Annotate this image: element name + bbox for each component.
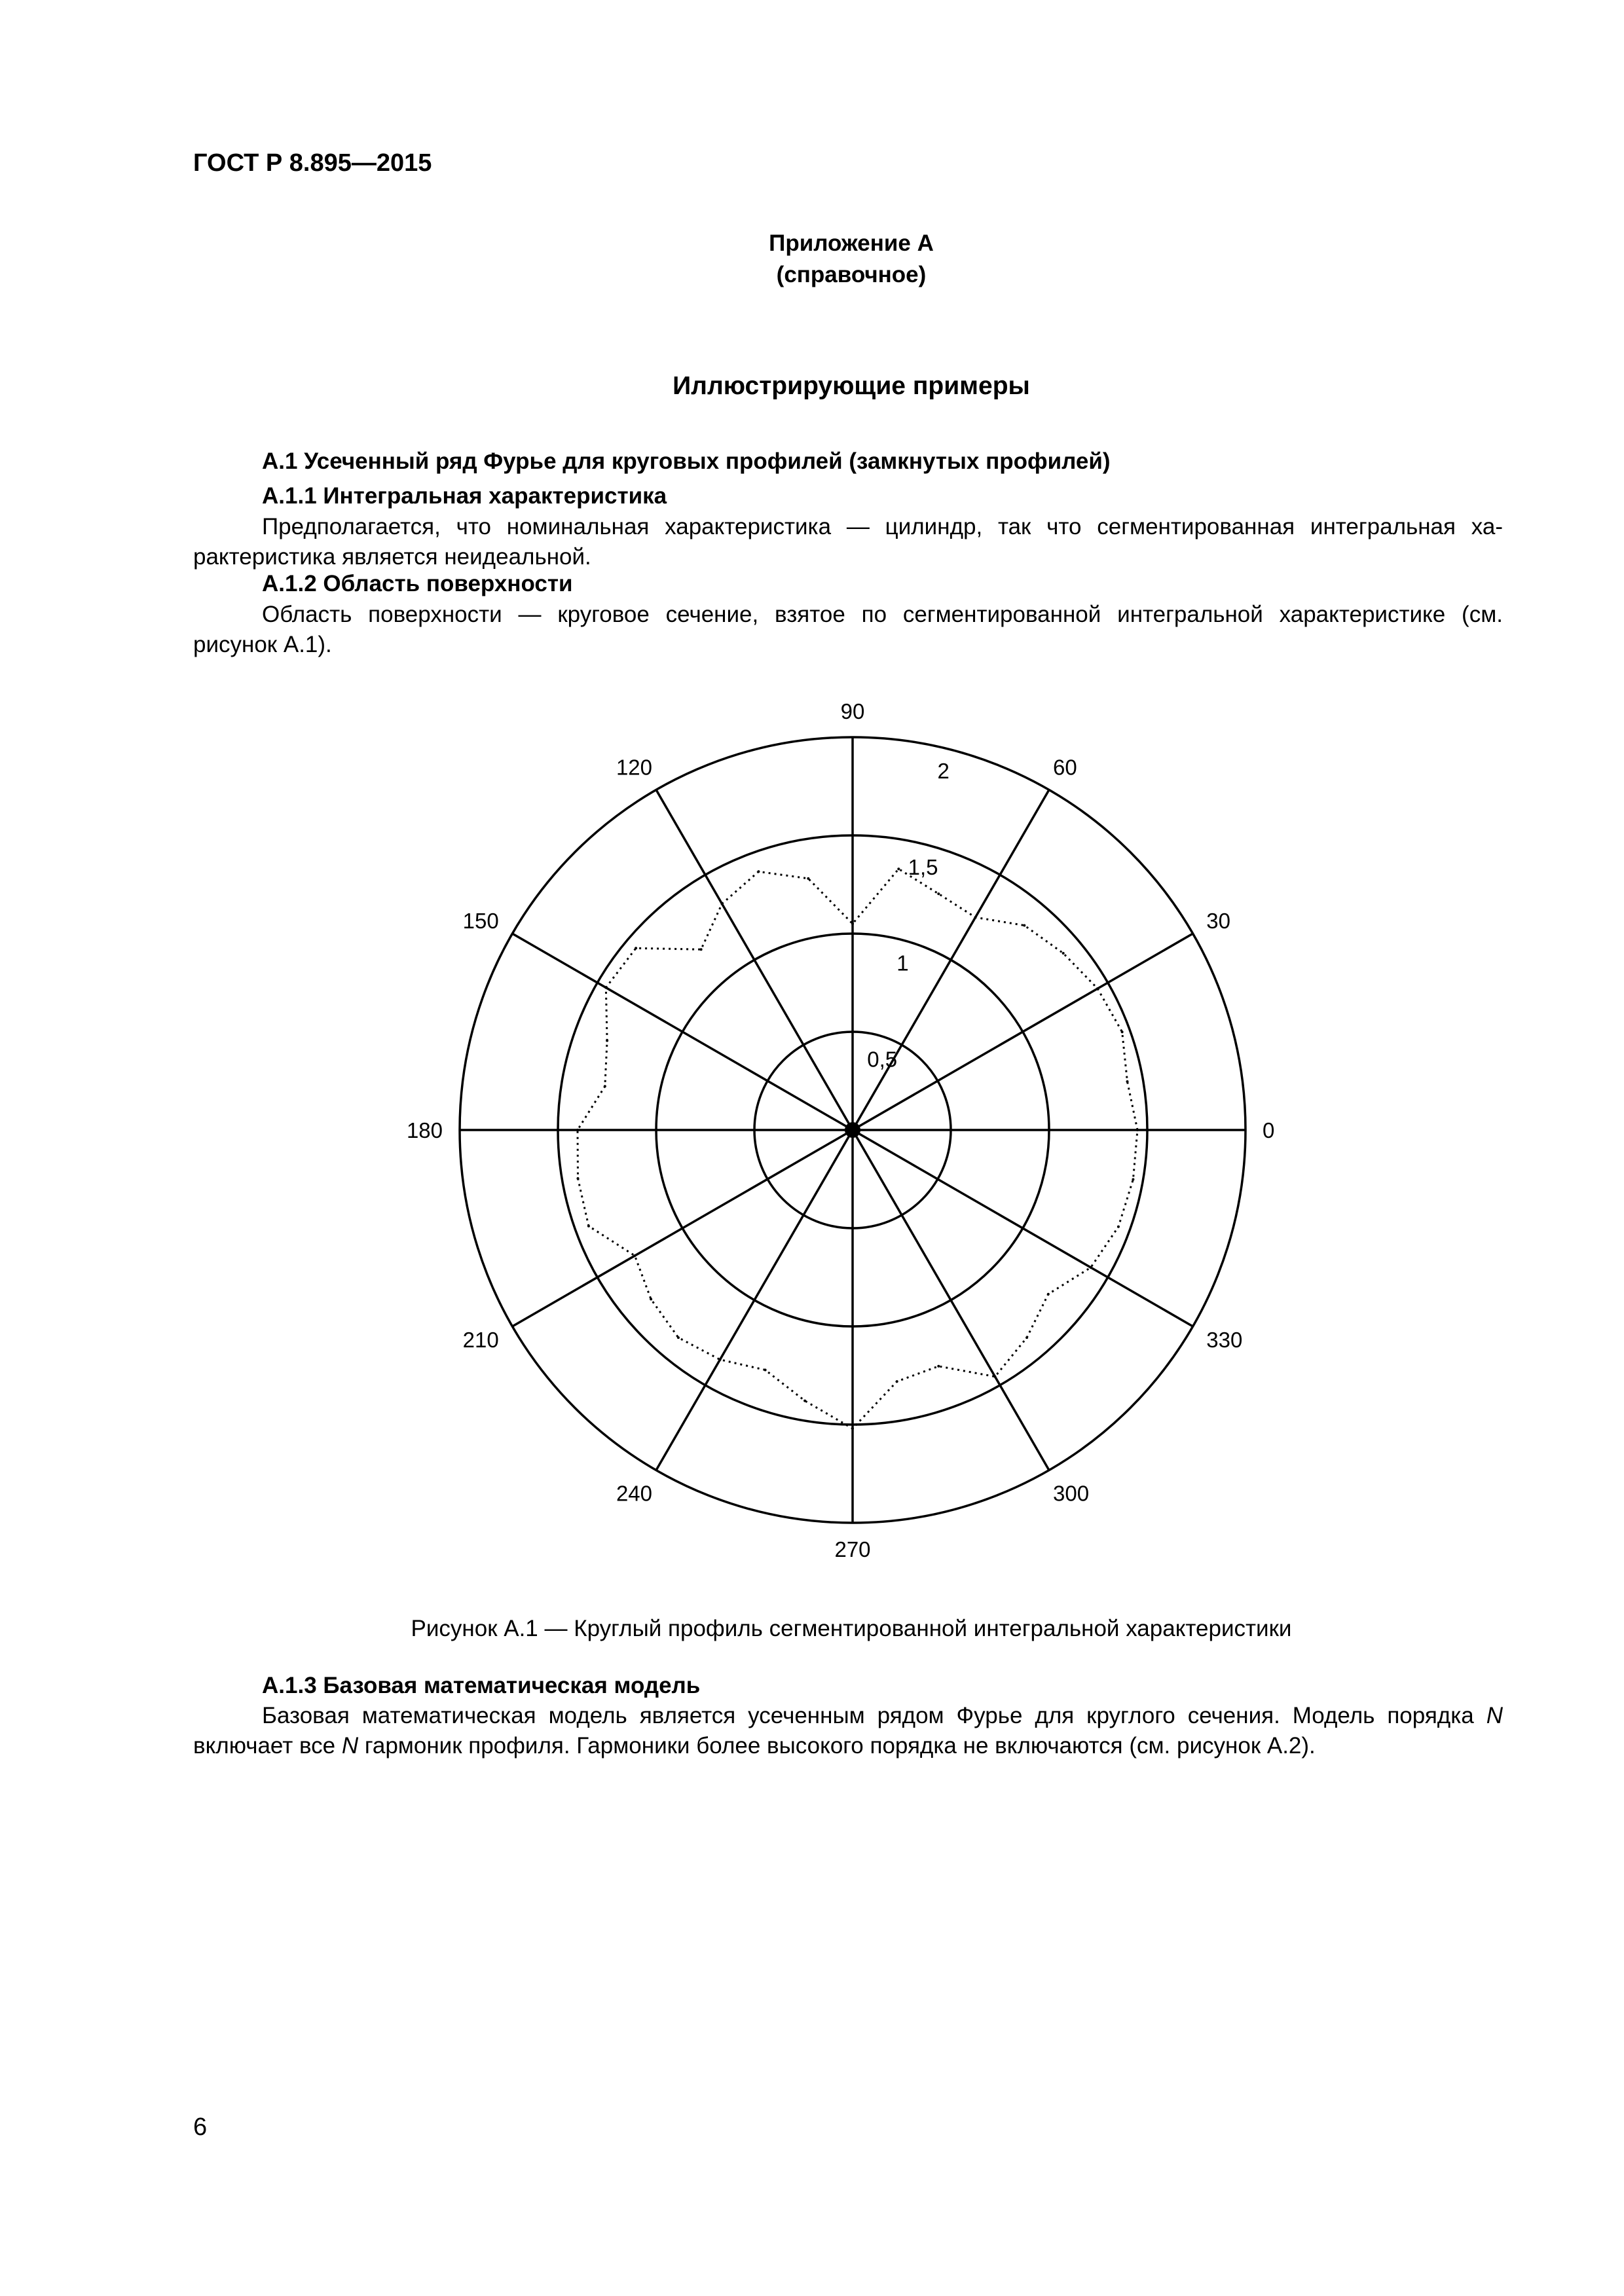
profile-data-point xyxy=(851,1427,854,1430)
profile-data-point xyxy=(1121,1030,1124,1033)
angular-tick-label: 270 xyxy=(834,1537,871,1561)
profile-data-point xyxy=(1126,1080,1129,1083)
paragraph-a12-line1: Область поверхности — круговое сечение, взятое по сегментированной интегральной характеристике (см. xyxy=(262,602,1503,627)
profile-data-point xyxy=(764,1369,767,1372)
angular-tick-label: 330 xyxy=(1206,1328,1243,1352)
angular-tick-label: 180 xyxy=(406,1118,443,1142)
profile-data-point xyxy=(1132,1178,1134,1181)
profile-data-point xyxy=(1023,924,1025,927)
section-title: Иллюстрирующие примеры xyxy=(673,372,1030,400)
profile-data-point xyxy=(1025,1336,1028,1339)
angular-tick-label: 30 xyxy=(1206,909,1231,933)
radial-tick-label: 0,5 xyxy=(867,1047,898,1072)
profile-data-point xyxy=(937,1365,940,1368)
profile-data-point xyxy=(1136,1129,1139,1131)
profile-data-point xyxy=(1117,1226,1120,1228)
heading-a12: А.1.2 Область поверхности xyxy=(262,571,573,596)
paragraph-a13-line2-n: N xyxy=(341,1733,359,1758)
profile-data-point xyxy=(851,922,854,925)
heading-a13: А.1.3 Базовая математическая модель xyxy=(262,1673,701,1698)
heading-a11: А.1.1 Интегральная характеристика xyxy=(262,483,667,509)
paragraph-a11-line2: рактеристика является неидеальной. xyxy=(193,544,591,570)
profile-data-point xyxy=(994,1376,997,1378)
profile-data-point xyxy=(576,1129,579,1131)
paragraph-a13-line1-n: N xyxy=(1486,1703,1503,1728)
profile-data-point xyxy=(1062,952,1065,955)
profile-data-point xyxy=(897,867,900,870)
profile-data-point xyxy=(1047,1293,1050,1296)
angular-tick-label: 240 xyxy=(616,1481,652,1506)
profile-data-point xyxy=(1096,987,1099,990)
profile-data-point xyxy=(577,1177,580,1180)
profile-data-point xyxy=(807,877,809,880)
paragraph-a13-line2-text-a: включает все xyxy=(193,1733,342,1758)
profile-data-point xyxy=(719,1358,722,1361)
annex-title: Приложение А xyxy=(769,230,934,256)
radial-tick-label: 1 xyxy=(896,951,909,975)
angular-tick-label: 120 xyxy=(616,755,652,780)
profile-data-point xyxy=(604,987,607,989)
angular-tick-label: 150 xyxy=(462,909,499,933)
paragraph-a12-line2: рисунок А.1). xyxy=(193,632,332,657)
center-point xyxy=(845,1122,860,1138)
profile-data-point xyxy=(803,1400,806,1402)
figure-caption: Рисунок А.1 — Круглый профиль сегментированной интегральной характеристики xyxy=(411,1616,1292,1641)
angular-tick-label: 210 xyxy=(462,1328,499,1352)
profile-data-point xyxy=(1090,1266,1092,1269)
paragraph-a13-line2 xyxy=(193,1731,1503,1761)
profile-data-point xyxy=(721,903,724,905)
profile-data-point xyxy=(937,892,940,895)
page-number: 6 xyxy=(193,2113,208,2141)
profile-data-point xyxy=(606,1040,608,1042)
paragraph-a13 xyxy=(193,1701,1503,1761)
angular-tick-label: 300 xyxy=(1053,1481,1090,1506)
paragraph-a11-line1: Предполагается, что номинальная характеристика — цилиндр, так что сегментированная интегральная ха- xyxy=(262,514,1503,539)
profile-data-point xyxy=(650,1298,652,1300)
profile-data-point xyxy=(757,870,760,873)
angular-tick-label: 60 xyxy=(1053,755,1077,780)
profile-data-point xyxy=(587,1225,590,1228)
angular-tick-label: 90 xyxy=(840,699,865,723)
profile-data-point xyxy=(677,1336,680,1339)
radial-tick-label: 2 xyxy=(937,759,950,784)
profile-data-point xyxy=(700,948,703,951)
angular-tick-label: 0 xyxy=(1263,1118,1275,1142)
heading-a1: А.1 Усеченный ряд Фурье для круговых профилей (замкнутых профилей) xyxy=(262,448,1111,474)
annex-subtitle: (справочное) xyxy=(776,262,927,287)
profile-data-point xyxy=(896,1380,898,1383)
standard-code: ГОСТ Р 8.895—2015 xyxy=(193,149,432,177)
profile-data-point xyxy=(604,1085,606,1087)
profile-data-point xyxy=(635,947,637,949)
profile-data-point xyxy=(633,1254,636,1257)
paragraph-a13-line1-text: Базовая математическая модель является усеченным рядом Фурье для круглого сечения. Модель порядка xyxy=(262,1703,1486,1728)
radial-tick-label: 1,5 xyxy=(908,854,938,879)
paragraph-a13-line2-text-b: гармоник профиля. Гармоники более высокого порядка не включаются (см. рисунок А.2). xyxy=(358,1733,1316,1758)
paragraph-a13-line1 xyxy=(193,1701,1503,1731)
profile-data-point xyxy=(974,916,977,919)
